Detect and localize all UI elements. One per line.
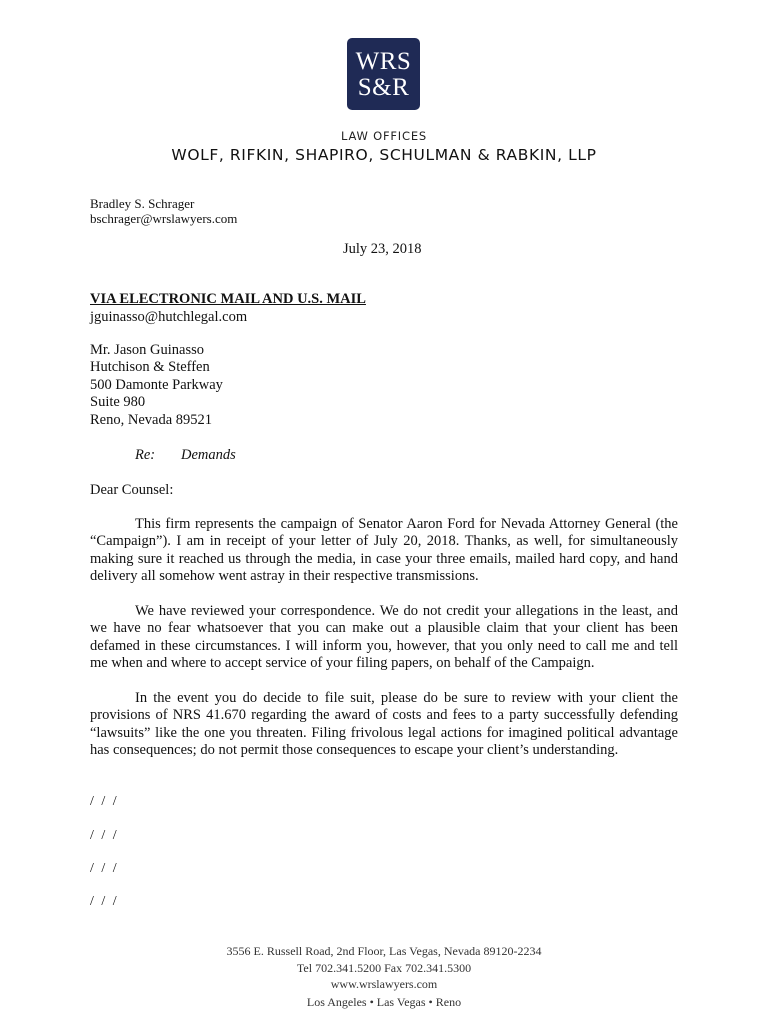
paragraph-text: We have reviewed your correspondence. We do not credit your allegations in the least, and we have no fear whatsoever that you can make out a plausible claim that your client has been defamed in these circumstances. I will inform you, however, that you only need to call me and tell me when and where to accept service of your filing papers, on behalf of the Campaign. (90, 603, 678, 672)
footer-address: 3556 E. Russell Road, 2nd Floor, Las Vegas, Nevada 89120-2234 (226, 944, 542, 958)
re-subject: Demands (181, 447, 236, 463)
body-paragraph-3 (90, 690, 678, 760)
sender-name: Bradley S. Schrager (90, 196, 195, 211)
firm-logo (347, 38, 420, 110)
delivery-email: jguinasso@hutchlegal.com (90, 309, 248, 325)
recipient-city: Reno, Nevada 89521 (90, 412, 213, 428)
paragraph-text: This firm represents the campaign of Senator Aaron Ford for Nevada Attorney General (the “Campaign”). I am in receipt of your letter of July 20, 2018. Thanks, as well, for simultaneously making sure it reached us through the media, in case your three emails, mailed hard copy, and hand delivery all somehow went astray in their respective transmissions. (90, 516, 678, 585)
recipient-suite: Suite 980 (90, 394, 146, 410)
letter-date: July 23, 2018 (343, 241, 422, 257)
body-paragraph-2 (90, 603, 678, 673)
sender-email: bschrager@wrslawyers.com (90, 211, 238, 226)
continuation-mark: / / / (90, 828, 119, 843)
continuation-mark: / / / (90, 894, 119, 909)
delivery-method: VIA ELECTRONIC MAIL AND U.S. MAIL (90, 291, 366, 307)
recipient-name: Mr. Jason Guinasso (90, 342, 204, 358)
salutation: Dear Counsel: (90, 482, 174, 498)
logo-line-1: WRS (355, 47, 412, 75)
re-label: Re: (135, 447, 156, 463)
continuation-mark: / / / (90, 861, 119, 876)
continuation-mark: / / / (90, 794, 119, 809)
paragraph-text: In the event you do decide to file suit, please do be sure to review with your client the provisions of NRS 41.670 regarding the award of costs and fees to a party successfully defending “lawsuits” like the one you threaten. Filing frivolous legal actions for imagined political advantage has consequences; do not permit those consequences to escape your client’s understanding. (90, 690, 678, 759)
recipient-firm: Hutchison & Steffen (90, 359, 210, 375)
firm-name: WOLF, RIFKIN, SHAPIRO, SCHULMAN & RABKIN, LLP (171, 146, 597, 164)
recipient-street: 500 Damonte Parkway (90, 377, 223, 393)
footer-website: www.wrslawyers.com (330, 977, 438, 991)
footer-offices: Los Angeles • Las Vegas • Reno (306, 995, 462, 1009)
footer-phones: Tel 702.341.5200 Fax 702.341.5300 (296, 961, 472, 975)
body-paragraph-1 (90, 516, 678, 586)
law-offices-label: LAW OFFICES (340, 129, 427, 143)
logo-line-2: S&R (357, 73, 410, 101)
